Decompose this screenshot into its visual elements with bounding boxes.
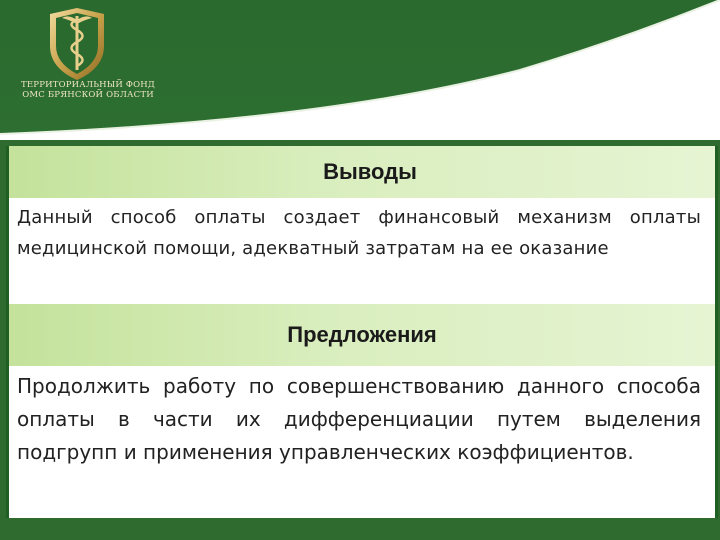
content-frame xyxy=(6,146,718,518)
bottom-strip xyxy=(0,518,720,540)
section-text: Продолжить работу по совершенствованию данного способа оплаты в части их дифференциации путем выделения подгрупп и применения управленческих коэффициентов. xyxy=(17,374,701,464)
section-header-proposals xyxy=(9,304,715,366)
org-name-line1: ТЕРРИТОРИАЛЬНЫЙ ФОНД xyxy=(21,80,155,90)
section-text: Данный способ оплаты создает финансовый механизм оплаты медицинской помощи, адекватный затратам на ее оказание xyxy=(17,207,701,259)
slide-header xyxy=(0,0,720,140)
caduceus-shield-icon xyxy=(44,6,110,82)
section-header-conclusions xyxy=(9,146,715,198)
section-title: Выводы xyxy=(323,159,417,184)
org-name-line2: ОМС БРЯНСКОЙ ОБЛАСТИ xyxy=(22,90,154,100)
org-name xyxy=(8,80,168,100)
section-title: Предложения xyxy=(287,322,437,347)
